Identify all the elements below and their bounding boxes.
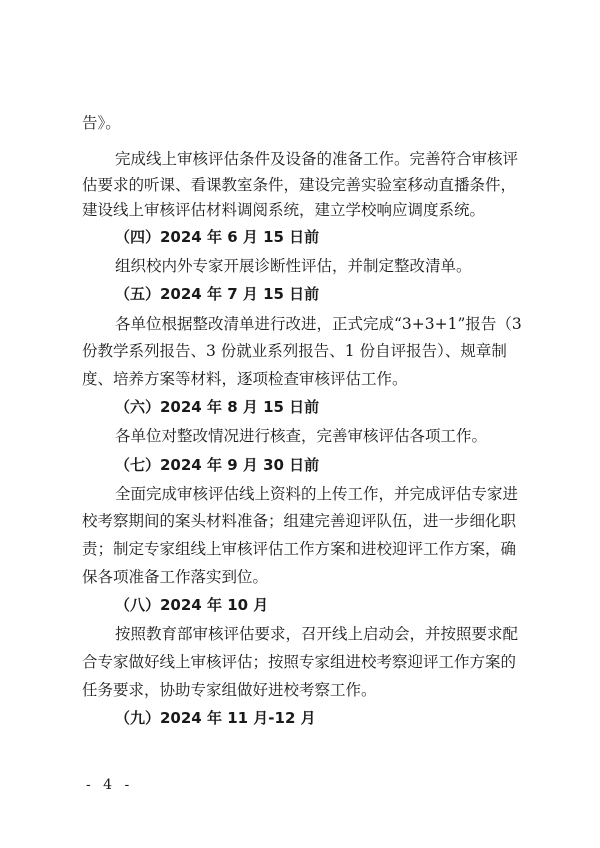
section-heading: （七）2024 年 9 月 30 日前 [115,456,320,474]
text-line: 合专家做好线上审核评估；按照专家组进校考察迎评工作方案的 [82,653,517,671]
section-heading: （九）2024 年 11 月-12 月 [115,709,316,727]
text-line: 校考察期间的案头材料准备；组建完善迎评队伍，进一步细化职 [82,512,517,530]
page-number: - 4 - [86,777,134,793]
text-line: 组织校内外专家开展诊断性评估，并制定整改清单。 [115,257,472,275]
text-line: 度、培养方案等材料，逐项检查审核评估工作。 [82,370,408,388]
text-line: 责；制定专家组线上审核评估工作方案和进校迎评工作方案，确 [82,540,517,558]
text-line: 按照教育部审核评估要求，召开线上启动会，并按照要求配 [115,625,519,643]
text-line: 建设线上审核评估材料调阅系统，建立学校响应调度系统。 [82,201,486,219]
section-heading: （六）2024 年 8 月 15 日前 [115,398,320,416]
text-line: 估要求的听课、看课教室条件，建设完善实验室移动直播条件， [82,176,517,194]
text-line: 告》。 [82,114,121,132]
text-line: 任务要求，协助专家组做好进校考察工作。 [82,681,377,699]
text-line: 全面完成审核评估线上资料的上传工作，并完成评估专家进 [115,485,519,503]
text-line: 完成线上审核评估条件及设备的准备工作。完善符合审核评 [115,150,519,168]
text-line: 保各项准备工作落实到位。 [82,568,269,586]
text-line: 各单位根据整改清单进行改进，正式完成“3+3+1”报告（3 [115,315,522,333]
section-heading: （八）2024 年 10 月 [115,596,269,614]
text-line: 份教学系列报告、3 份就业系列报告、1 份自评报告）、规章制 [82,342,507,360]
section-heading: （五）2024 年 7 月 15 日前 [115,285,320,303]
text-line: 各单位对整改情况进行核查，完善审核评估各项工作。 [115,427,488,445]
section-heading: （四）2024 年 6 月 15 日前 [115,228,320,246]
